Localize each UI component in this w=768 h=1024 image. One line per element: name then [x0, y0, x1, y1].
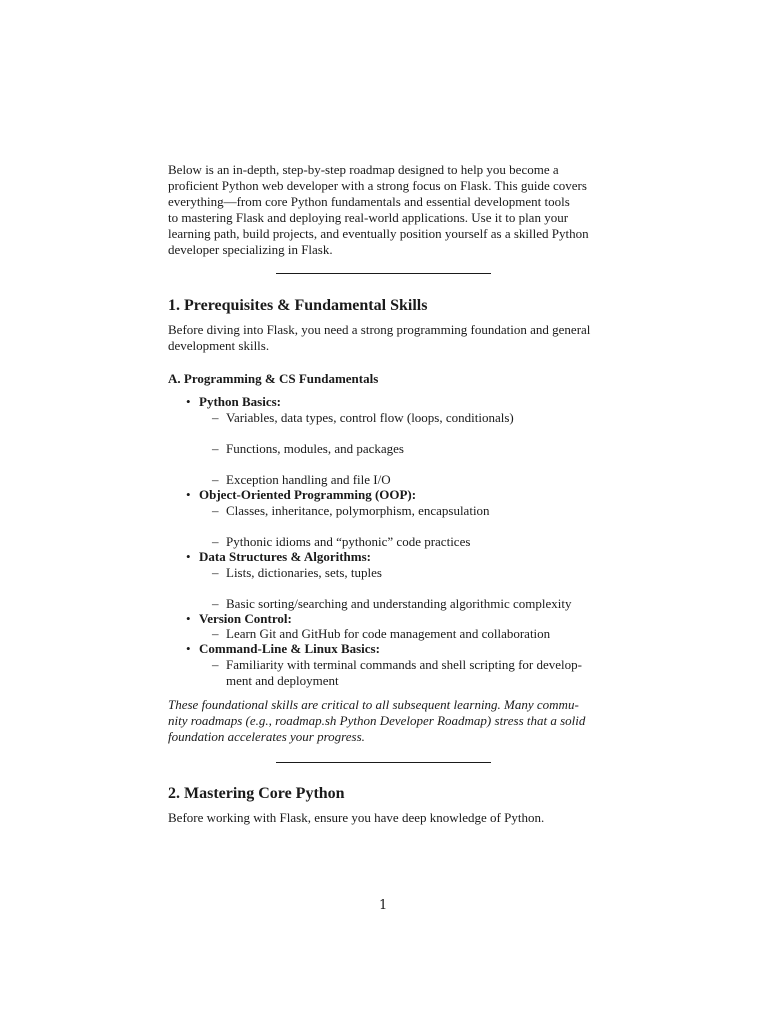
page-number: 1 — [379, 898, 388, 913]
intro-line: Below is an in-depth, step-by-step roadmap designed to help you become a — [168, 162, 559, 177]
bullet-icon: • — [186, 549, 191, 564]
intro-paragraph — [168, 162, 598, 258]
section-1-intro-line: development skills. — [168, 338, 270, 353]
bullet-label: Object-Oriented Programming (OOP): — [199, 487, 417, 502]
bullet-label: Data Structures & Algorithms: — [199, 549, 371, 564]
bullet-icon: • — [186, 394, 191, 409]
sub-item-text: Familiarity with terminal commands and shell scripting for develop- — [226, 657, 582, 672]
subsection-a-heading: A. Programming & CS Fundamentals — [168, 371, 379, 386]
bullet-label: Version Control: — [199, 611, 292, 626]
section-1-intro-line: Before diving into Flask, you need a strong programming foundation and general — [168, 322, 591, 337]
intro-line: learning path, build projects, and eventually position yourself as a skilled Python — [168, 226, 589, 241]
intro-line: proficient Python web developer with a strong focus on Flask. This guide covers — [168, 178, 587, 193]
bullet-icon: • — [186, 487, 191, 502]
dash-icon: – — [212, 565, 219, 580]
sub-item-text: Classes, inheritance, polymorphism, encapsulation — [226, 503, 490, 518]
section-2-heading: 2. Mastering Core Python — [168, 785, 345, 802]
dash-icon: – — [212, 596, 219, 611]
sub-item-text: Functions, modules, and packages — [226, 441, 404, 456]
dash-icon: – — [212, 410, 219, 425]
sub-item-text: ment and deployment — [226, 673, 339, 688]
horizontal-rule — [276, 762, 491, 763]
sub-item-text: Variables, data types, control flow (loops, conditionals) — [226, 410, 514, 425]
dash-icon: – — [212, 441, 219, 456]
bullet-label: Command-Line & Linux Basics: — [199, 641, 380, 656]
section-1-heading: 1. Prerequisites & Fundamental Skills — [168, 297, 428, 314]
dash-icon: – — [212, 472, 219, 487]
dash-icon: – — [212, 503, 219, 518]
horizontal-rule — [276, 273, 491, 274]
intro-line: everything—from core Python fundamentals and essential development tools — [168, 194, 570, 209]
note-line: These foundational skills are critical to all subsequent learning. Many commu- — [168, 697, 579, 712]
intro-line: to mastering Flask and deploying real-world applications. Use it to plan your — [168, 210, 569, 225]
bullet-label: Python Basics: — [199, 394, 281, 409]
sub-item-text: Learn Git and GitHub for code management and collaboration — [226, 626, 551, 641]
sub-item-text: Basic sorting/searching and understanding algorithmic complexity — [226, 596, 572, 611]
sub-item-text: Pythonic idioms and “pythonic” code practices — [226, 534, 471, 549]
section-2-intro: Before working with Flask, ensure you have deep knowledge of Python. — [168, 810, 545, 825]
sub-item-text: Exception handling and file I/O — [226, 472, 391, 487]
dash-icon: – — [212, 626, 219, 641]
bullet-icon: • — [186, 641, 191, 656]
sub-item-text: Lists, dictionaries, sets, tuples — [226, 565, 382, 580]
note-line: foundation accelerates your progress. — [168, 729, 365, 744]
dash-icon: – — [212, 534, 219, 549]
dash-icon: – — [212, 657, 219, 672]
note-line: nity roadmaps (e.g., roadmap.sh Python Developer Roadmap) stress that a solid — [168, 713, 586, 728]
intro-line: developer specializing in Flask. — [168, 242, 333, 257]
bullet-icon: • — [186, 611, 191, 626]
